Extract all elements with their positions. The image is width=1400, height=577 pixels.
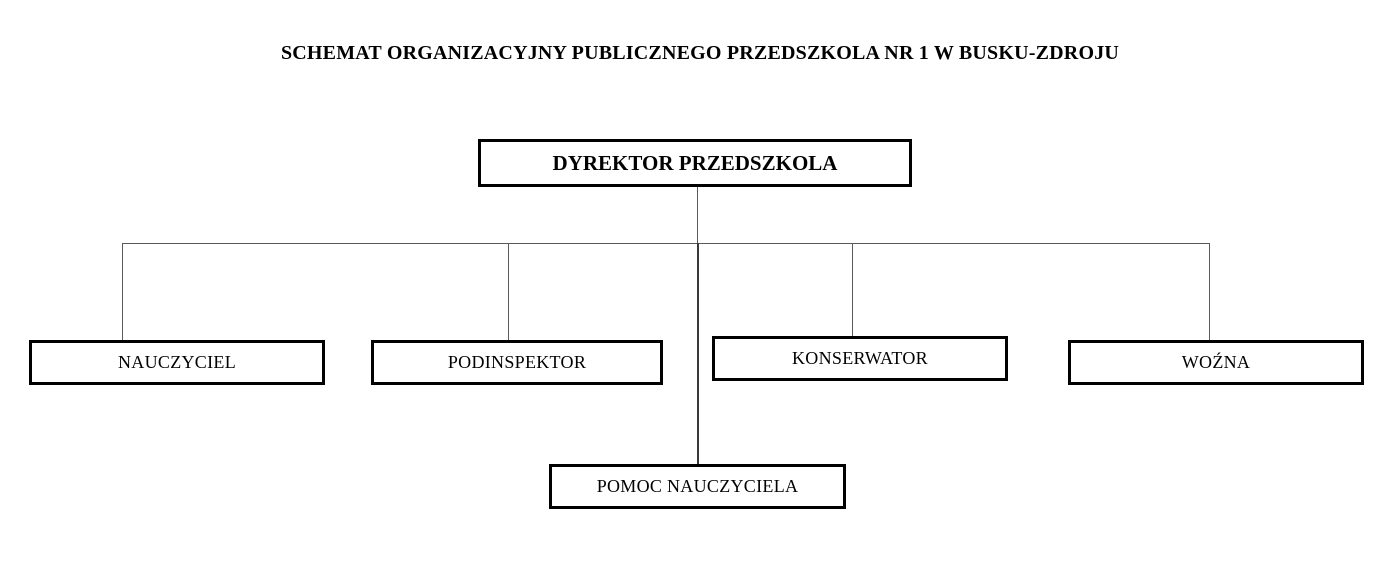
node-konserwator[interactable]: [712, 336, 1008, 381]
connector-branch-wozna: [1209, 243, 1210, 341]
node-label: DYREKTOR PRZEDSZKOLA: [552, 150, 838, 175]
page-title: SCHEMAT ORGANIZACYJNY PUBLICZNEGO PRZEDSZKOLA NR 1 W BUSKU-ZDROJU: [280, 42, 1120, 64]
connector-root-stem: [697, 186, 698, 244]
node-label: KONSERWATOR: [792, 348, 928, 368]
node-label: POMOC NAUCZYCIELA: [596, 476, 799, 496]
node-label: WOŹNA: [1181, 352, 1251, 372]
node-nauczyciel[interactable]: [29, 340, 325, 385]
node-wozna[interactable]: [1068, 340, 1364, 385]
connector-branch-pomoc: [697, 243, 699, 465]
connector-branch-nauczyciel: [122, 243, 123, 341]
connector-branch-podinspektor: [508, 243, 509, 341]
connector-branch-konserwator: [852, 243, 853, 337]
node-label: NAUCZYCIEL: [118, 352, 236, 372]
node-label: PODINSPEKTOR: [447, 352, 587, 372]
node-pomoc-nauczyciela[interactable]: [549, 464, 846, 509]
node-dyrektor-przedszkola[interactable]: [478, 139, 912, 187]
connector-horizontal-bus: [122, 243, 1210, 244]
node-podinspektor[interactable]: [371, 340, 663, 385]
